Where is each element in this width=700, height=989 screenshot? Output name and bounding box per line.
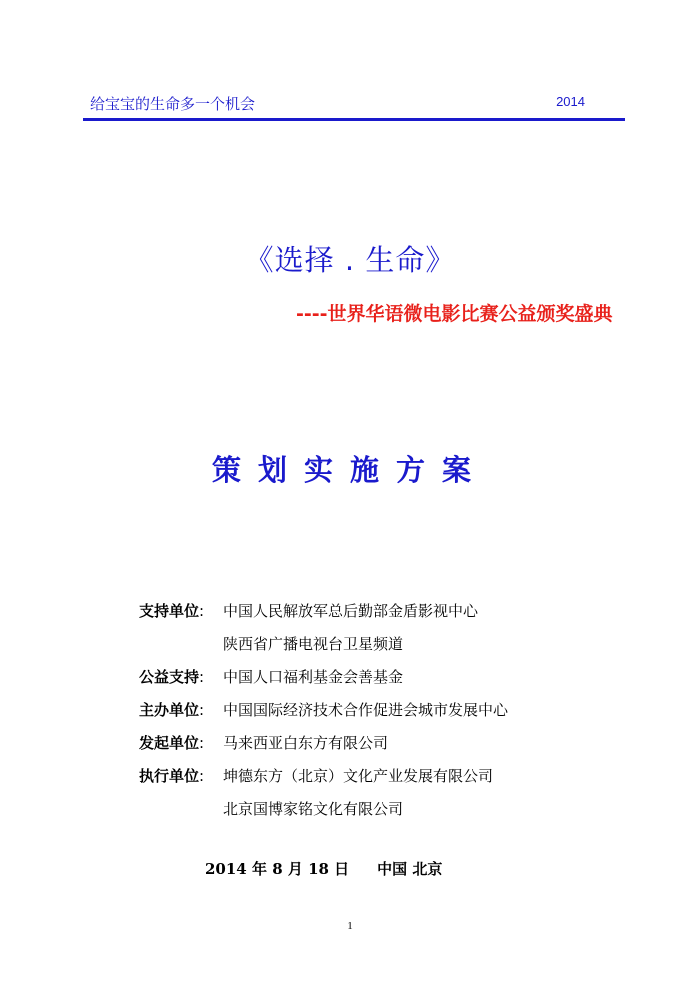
date-place-line xyxy=(205,858,442,879)
document-place: 中国 北京 xyxy=(377,860,443,878)
org-row-executor xyxy=(139,765,599,798)
header-divider xyxy=(83,118,625,121)
org-row-executor-2 xyxy=(139,798,599,831)
org-label: 发起单位: xyxy=(139,734,205,752)
org-value: 中国人民解放军总后勤部金盾影视中心 xyxy=(223,602,479,620)
org-row-initiator xyxy=(139,732,599,765)
document-subtitle: ----世界华语微电影比赛公益颁奖盛典 xyxy=(296,303,613,325)
page-header xyxy=(83,90,625,112)
org-value: 陕西省广播电视台卫星频道 xyxy=(223,635,404,653)
org-label: 支持单位: xyxy=(139,602,205,620)
org-row-support xyxy=(139,600,599,633)
org-value: 中国人口福利基金会善基金 xyxy=(223,668,404,686)
org-value: 马来西亚白东方有限公司 xyxy=(223,734,389,752)
org-row-support-2 xyxy=(139,633,599,666)
header-slogan: 给宝宝的生命多一个机会 xyxy=(90,95,256,113)
org-row-charity xyxy=(139,666,599,699)
document-date: 2014 年 8 月 18 日 xyxy=(205,860,350,878)
org-value: 中国国际经济技术合作促进会城市发展中心 xyxy=(223,701,509,719)
org-value: 北京国博家铭文化有限公司 xyxy=(223,800,404,818)
plan-title: 策划实施方案 xyxy=(211,453,488,487)
org-label: 执行单位: xyxy=(139,767,205,785)
page-number: 1 xyxy=(347,920,353,932)
document-title: 《选择 . 生命》 xyxy=(244,243,456,277)
org-value: 坤德东方（北京）文化产业发展有限公司 xyxy=(223,767,494,785)
org-label: 公益支持: xyxy=(139,668,205,686)
organization-list xyxy=(139,600,599,831)
org-row-host xyxy=(139,699,599,732)
org-label: 主办单位: xyxy=(139,701,205,719)
header-year: 2014 xyxy=(556,94,585,109)
